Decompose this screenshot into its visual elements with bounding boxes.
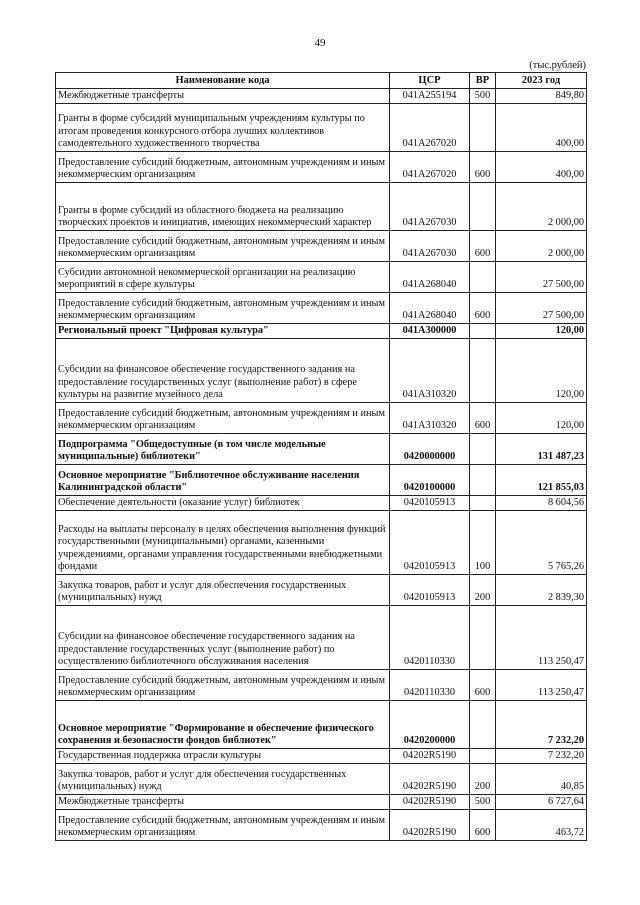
table-row [56,764,587,795]
name-cell: Основное мероприятие "Библиотечное обслуживание населения Калининградской области" [56,465,390,496]
name-cell: Закупка товаров, работ и услуг для обеспечения государственных (муниципальных) нужд [56,575,390,606]
amount-cell: 7 232,20 [496,701,587,749]
csr-cell: 0420110330 [390,670,470,701]
amount-cell: 7 232,20 [496,749,587,764]
amount-cell: 120,00 [496,339,587,403]
table-row [56,795,587,810]
name-cell: Предоставление субсидий бюджетным, автономным учреждениям и иным некоммерческим организациям [56,152,390,183]
vr-cell: 600 [470,403,496,434]
csr-cell: 0420110330 [390,606,470,670]
vr-cell [470,749,496,764]
column-header-name: Наименование кода [56,73,390,89]
csr-cell: 0420105913 [390,575,470,606]
table-row [56,89,587,104]
csr-cell: 041A300000 [390,324,470,339]
vr-cell: 200 [470,575,496,606]
csr-cell: 041A267030 [390,183,470,231]
table-row [56,670,587,701]
table-header-row [56,73,587,89]
amount-cell: 6 727,64 [496,795,587,810]
csr-cell: 041A267020 [390,152,470,183]
name-cell: Расходы на выплаты персоналу в целях обеспечения выполнения функций государственными (муниципальными) органами, казенными учреждениями, органами управления государственными внебюджетными фондами [56,511,390,575]
name-cell: Предоставление субсидий бюджетным, автономным учреждениям и иным некоммерческим организациям [56,403,390,434]
csr-cell: 04202R5190 [390,764,470,795]
csr-cell: 041A267020 [390,104,470,152]
vr-cell: 200 [470,764,496,795]
csr-cell: 041A267030 [390,231,470,262]
vr-cell: 600 [470,670,496,701]
table-row [56,152,587,183]
amount-cell: 400,00 [496,104,587,152]
amount-cell: 120,00 [496,324,587,339]
amount-cell: 2 000,00 [496,231,587,262]
vr-cell [470,339,496,403]
amount-cell: 2 000,00 [496,183,587,231]
vr-cell [470,465,496,496]
vr-cell [470,701,496,749]
vr-cell [470,496,496,511]
vr-cell: 500 [470,89,496,104]
table-row [56,104,587,152]
amount-cell: 400,00 [496,152,587,183]
units-label: (тыс.рублей) [529,60,586,71]
amount-cell: 120,00 [496,403,587,434]
csr-cell: 04202R5190 [390,795,470,810]
amount-cell: 27 500,00 [496,293,587,324]
amount-cell: 27 500,00 [496,262,587,293]
table-row [56,231,587,262]
budget-table [55,72,587,841]
name-cell: Подпрограмма "Общедоступные (в том числе модельные муниципальные) библиотеки" [56,434,390,465]
name-cell: Субсидии автономной некоммерческой организации на реализацию мероприятий в сфере культуры [56,262,390,293]
vr-cell: 600 [470,293,496,324]
amount-cell: 113 250,47 [496,670,587,701]
table-row [56,339,587,403]
name-cell: Предоставление субсидий бюджетным, автономным учреждениям и иным некоммерческим организациям [56,231,390,262]
csr-cell: 0420105913 [390,511,470,575]
csr-cell: 04202R5190 [390,810,470,841]
name-cell: Предоставление субсидий бюджетным, автономным учреждениям и иным некоммерческим организациям [56,293,390,324]
name-cell: Основное мероприятие "Формирование и обеспечение физического сохранения и безопасности фондов библиотек" [56,701,390,749]
csr-cell: 041A255194 [390,89,470,104]
table-row [56,701,587,749]
amount-cell: 121 855,03 [496,465,587,496]
name-cell: Государственная поддержка отрасли культуры [56,749,390,764]
vr-cell: 600 [470,231,496,262]
table-row [56,324,587,339]
name-cell: Предоставление субсидий бюджетным, автономным учреждениям и иным некоммерческим организациям [56,670,390,701]
vr-cell [470,262,496,293]
csr-cell: 0420100000 [390,465,470,496]
amount-cell: 40,85 [496,764,587,795]
column-header-vr: ВР [470,73,496,89]
vr-cell: 600 [470,152,496,183]
name-cell: Межбюджетные трансферты [56,89,390,104]
vr-cell: 600 [470,810,496,841]
vr-cell: 100 [470,511,496,575]
name-cell: Субсидии на финансовое обеспечение государственного задания на предоставление государственных услуг (выполнение работ) по осуществлению библиотечного обслуживания населения [56,606,390,670]
vr-cell [470,606,496,670]
amount-cell: 463,72 [496,810,587,841]
table-row [56,810,587,841]
column-header-csr: ЦСР [390,73,470,89]
csr-cell: 041A310320 [390,403,470,434]
table-row [56,403,587,434]
amount-cell: 5 765,26 [496,511,587,575]
table-row [56,606,587,670]
table-row [56,465,587,496]
vr-cell [470,183,496,231]
csr-cell: 0420000000 [390,434,470,465]
csr-cell: 041A268040 [390,262,470,293]
vr-cell: 500 [470,795,496,810]
name-cell: Региональный проект "Цифровая культура" [56,324,390,339]
table-row [56,183,587,231]
table-row [56,749,587,764]
vr-cell [470,104,496,152]
name-cell: Межбюджетные трансферты [56,795,390,810]
table-row [56,575,587,606]
vr-cell [470,434,496,465]
csr-cell: 041A310320 [390,339,470,403]
name-cell: Гранты в форме субсидий из областного бюджета на реализацию творческих проектов и инициатив, имеющих некоммерческий характер [56,183,390,231]
name-cell: Обеспечение деятельности (оказание услуг) библиотек [56,496,390,511]
page-number: 49 [314,37,326,49]
csr-cell: 0420200000 [390,701,470,749]
table-row [56,262,587,293]
name-cell: Предоставление субсидий бюджетным, автономным учреждениям и иным некоммерческим организациям [56,810,390,841]
column-header-amount: 2023 год [496,73,587,89]
table-row [56,511,587,575]
csr-cell: 0420105913 [390,496,470,511]
csr-cell: 041A268040 [390,293,470,324]
table-row [56,496,587,511]
amount-cell: 849,80 [496,89,587,104]
table-row [56,434,587,465]
name-cell: Гранты в форме субсидий муниципальным учреждениям культуры по итогам проведения конкурсного отбора лучших коллективов самодеятельного художественного творчества [56,104,390,152]
amount-cell: 2 839,30 [496,575,587,606]
name-cell: Субсидии на финансовое обеспечение государственного задания на предоставление государственных услуг (выполнение работ) в сфере культуры на развитие музейного дела [56,339,390,403]
amount-cell: 8 604,56 [496,496,587,511]
amount-cell: 131 487,23 [496,434,587,465]
name-cell: Закупка товаров, работ и услуг для обеспечения государственных (муниципальных) нужд [56,764,390,795]
table-row [56,293,587,324]
csr-cell: 04202R5190 [390,749,470,764]
amount-cell: 113 250,47 [496,606,587,670]
vr-cell [470,324,496,339]
